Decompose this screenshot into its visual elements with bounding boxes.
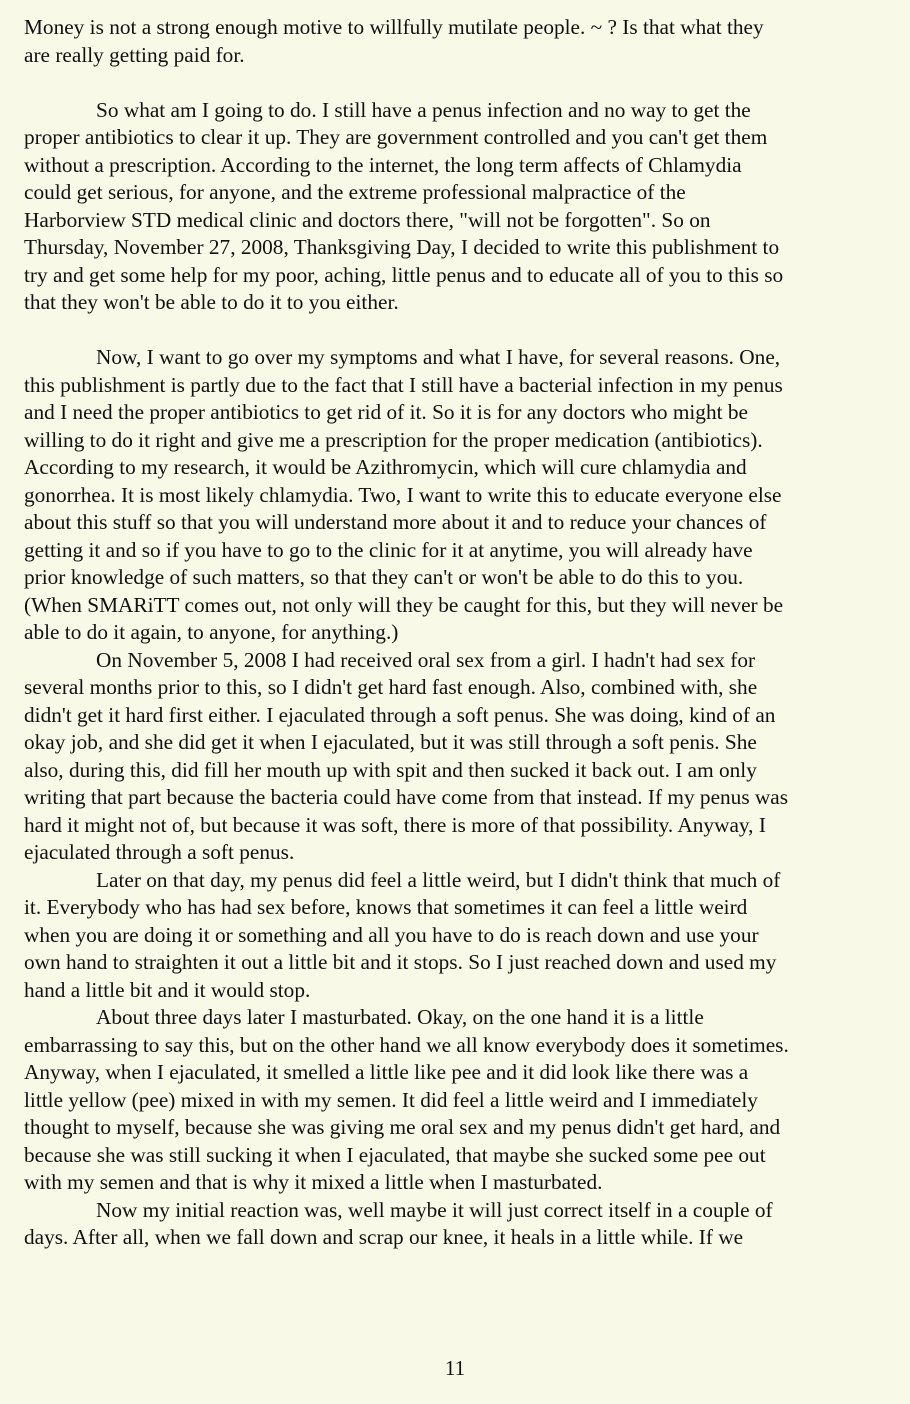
text-line: Harborview STD medical clinic and doctors there, "will not be forgotten". So on — [24, 207, 711, 232]
text-line: little yellow (pee) mixed in with my semen. It did feel a little weird and I immediately — [24, 1087, 758, 1112]
text-line: thought to myself, because she was giving me oral sex and my penus didn't get hard, and — [24, 1115, 781, 1139]
text-line: hand a little bit and it would stop. — [24, 977, 311, 1002]
paragraph — [24, 1004, 894, 1197]
text-line: So what am I going to do. I still have a penus infection and no way to get the — [96, 97, 751, 122]
paragraph-spacer — [24, 69, 894, 97]
text-line: with my semen and that is why it mixed a little when I masturbated. — [24, 1170, 603, 1194]
paragraph — [24, 647, 894, 867]
text-line: writing that part because the bacteria could have come from that instead. If my penus was — [24, 785, 789, 809]
paragraph — [24, 1197, 894, 1252]
text-line: able to do it again, to anyone, for anything.) — [24, 620, 399, 644]
text-line: (When SMARiTT comes out, not only will they be caught for this, but they will never be — [24, 592, 784, 617]
text-line: embarrassing to say this, but on the other hand we all know everybody does it sometimes. — [24, 1032, 789, 1057]
text-line: try and get some help for my poor, aching, little penus and to educate all of you to this so — [24, 262, 784, 287]
text-line: prior knowledge of such matters, so that they can't or won't be able to do this to you. — [24, 565, 744, 589]
text-line: and I need the proper antibiotics to get rid of it. So it is for any doctors who might be — [24, 400, 748, 424]
document-body — [24, 14, 894, 1252]
text-line: Now, I want to go over my symptoms and what I have, for several reasons. One, — [96, 345, 781, 369]
text-line: gonorrhea. It is most likely chlamydia. Two, I want to write this to educate everyone else — [24, 482, 782, 507]
text-line: because she was still sucking it when I ejaculated, that maybe she sucked some pee out — [24, 1142, 766, 1167]
text-line: willing to do it right and give me a prescription for the proper medication (antibiotics). — [24, 427, 763, 452]
text-line: are really getting paid for. — [24, 42, 245, 67]
text-line: Money is not a strong enough motive to willfully mutilate people. ~ ? Is that what they — [24, 15, 764, 39]
text-line: didn't get it hard first either. I ejaculated through a soft penus. She was doing, kind of an — [24, 702, 776, 727]
text-line: own hand to straighten it out a little bit and it stops. So I just reached down and used my — [24, 950, 777, 974]
text-line: proper antibiotics to clear it up. They are government controlled and you can't get them — [24, 125, 768, 149]
text-line: several months prior to this, so I didn't get hard fast enough. Also, combined with, she — [24, 675, 758, 699]
text-line: Anyway, when I ejaculated, it smelled a little like pee and it did look like there was a — [24, 1060, 749, 1084]
text-line: could get serious, for anyone, and the extreme professional malpractice of the — [24, 180, 686, 204]
text-line: days. After all, when we fall down and scrap our knee, it heals in a little while. If we — [24, 1225, 744, 1249]
page-number: 11 — [444, 1356, 466, 1380]
text-line: According to my research, it would be Azithromycin, which will cure chlamydia and — [24, 455, 747, 479]
text-line: okay job, and she did get it when I ejaculated, but it was still through a soft penis. She — [24, 730, 757, 754]
text-line: About three days later I masturbated. Okay, on the one hand it is a little — [96, 1005, 704, 1029]
text-line: Now my initial reaction was, well maybe it will just correct itself in a couple of — [96, 1197, 773, 1222]
text-line: also, during this, did fill her mouth up with spit and then sucked it back out. I am only — [24, 757, 757, 782]
text-line: this publishment is partly due to the fact that I still have a bacterial infection in my penus — [24, 372, 783, 397]
text-line: ejaculated through a soft penus. — [24, 840, 295, 864]
text-line: about this stuff so that you will understand more about it and to reduce your chances of — [24, 510, 767, 534]
paragraph — [24, 344, 894, 647]
text-line: it. Everybody who has had sex before, knows that sometimes it can feel a little weird — [24, 895, 748, 919]
paragraph — [24, 97, 894, 317]
text-line: On November 5, 2008 I had received oral sex from a girl. I hadn't had sex for — [96, 647, 756, 672]
paragraph — [24, 867, 894, 1005]
paragraph-spacer — [24, 317, 894, 345]
text-line: getting it and so if you have to go to the clinic for it at anytime, you will already have — [24, 537, 753, 562]
text-line: Thursday, November 27, 2008, Thanksgiving Day, I decided to write this publishment to — [24, 235, 780, 259]
text-line: when you are doing it or something and all you have to do is reach down and use your — [24, 922, 759, 947]
text-line: that they won't be able to do it to you either. — [24, 290, 399, 314]
paragraph — [24, 14, 894, 69]
text-line: Later on that day, my penus did feel a little weird, but I didn't think that much of — [96, 867, 781, 892]
text-line: without a prescription. According to the internet, the long term affects of Chlamydia — [24, 152, 742, 177]
text-line: hard it might not of, but because it was soft, there is more of that possibility. Anyway, I — [24, 812, 766, 837]
